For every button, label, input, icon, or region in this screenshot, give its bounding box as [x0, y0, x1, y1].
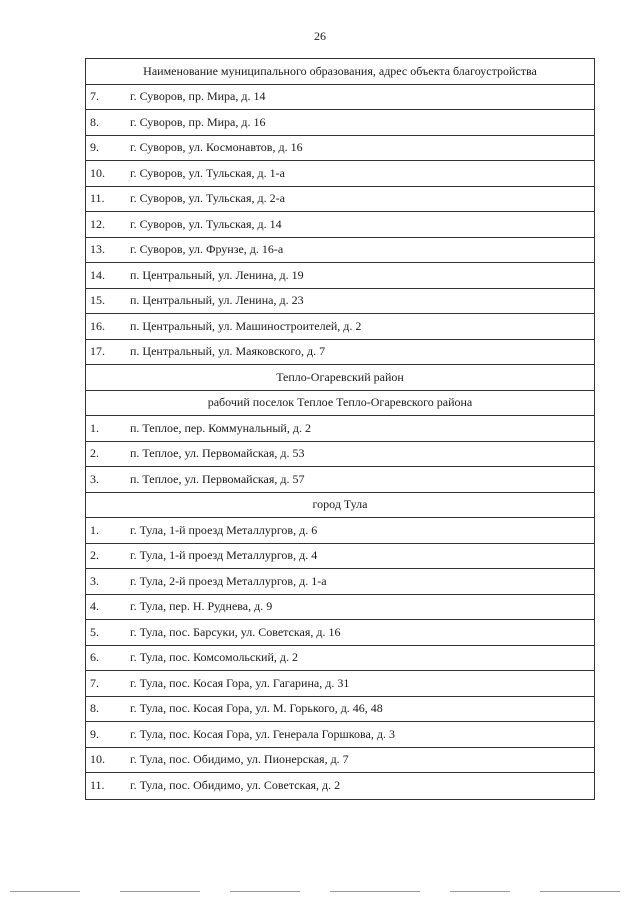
- row-number: 14.: [90, 267, 105, 282]
- row-number: 11.: [90, 778, 105, 793]
- row-address: г. Тула, 1-й проезд Металлургов, д. 6: [130, 522, 318, 537]
- table-row: [86, 161, 594, 187]
- table-row: [86, 187, 594, 213]
- table-row: [86, 340, 594, 366]
- table-row: [86, 85, 594, 111]
- row-number: 5.: [90, 624, 99, 639]
- table-row: [86, 569, 594, 595]
- row-address: г. Тула, 2-й проезд Металлургов, д. 1-а: [130, 573, 327, 588]
- row-number: 3.: [90, 471, 99, 486]
- row-number: 3.: [90, 573, 99, 588]
- table-row: [86, 212, 594, 238]
- footer-scan-artifacts: [0, 891, 640, 895]
- row-number: 10.: [90, 752, 105, 767]
- table-row: [86, 646, 594, 672]
- address-table: [85, 58, 595, 800]
- row-address: п. Центральный, ул. Маяковского, д. 7: [130, 344, 326, 359]
- row-address: г. Суворов, ул. Тульская, д. 14: [130, 216, 282, 231]
- row-address: г. Тула, 1-й проезд Металлургов, д. 4: [130, 548, 318, 563]
- table-row: [86, 289, 594, 315]
- page-number: 26: [314, 29, 326, 43]
- row-address: г. Суворов, ул. Тульская, д. 1-а: [130, 165, 285, 180]
- row-number: 16.: [90, 318, 105, 333]
- row-address: п. Центральный, ул. Ленина, д. 19: [130, 267, 304, 282]
- row-number: 9.: [90, 140, 99, 155]
- row-number: 13.: [90, 242, 105, 257]
- row-number: 12.: [90, 216, 105, 231]
- row-address: г. Тула, пос. Косая Гора, ул. М. Горького, д. 46, 48: [130, 701, 383, 716]
- table-row: [86, 620, 594, 646]
- table-row: [86, 263, 594, 289]
- row-number: 11.: [90, 191, 105, 206]
- section-heading: город Тула: [86, 493, 594, 519]
- row-address: г. Тула, пос. Косая Гора, ул. Гагарина, д. 31: [130, 675, 350, 690]
- row-address: г. Тула, пер. Н. Руднева, д. 9: [130, 599, 273, 614]
- row-address: п. Центральный, ул. Машиностроителей, д. 2: [130, 318, 362, 333]
- table-row: [86, 467, 594, 493]
- row-number: 8.: [90, 701, 99, 716]
- row-address: г. Суворов, ул. Фрунзе, д. 16-а: [130, 242, 284, 257]
- row-number: 6.: [90, 650, 99, 665]
- table-row: [86, 773, 594, 799]
- row-address: г. Суворов, ул. Тульская, д. 2-а: [130, 191, 285, 206]
- row-address: г. Суворов, пр. Мира, д. 14: [130, 89, 266, 104]
- table-row: [86, 238, 594, 264]
- table-row: [86, 595, 594, 621]
- table-row: [86, 314, 594, 340]
- row-number: 2.: [90, 548, 99, 563]
- table-row: [86, 671, 594, 697]
- row-address: г. Суворов, ул. Космонавтов, д. 16: [130, 140, 303, 155]
- row-number: 7.: [90, 89, 99, 104]
- table-row: [86, 518, 594, 544]
- row-address: г. Тула, пос. Комсомольский, д. 2: [130, 650, 299, 665]
- row-address: п. Теплое, ул. Первомайская, д. 57: [130, 471, 305, 486]
- row-number: 2.: [90, 446, 99, 461]
- row-address: г. Тула, пос. Обидимо, ул. Советская, д. 2: [130, 778, 341, 793]
- table-row: [86, 416, 594, 442]
- table-row: [86, 697, 594, 723]
- row-number: 15.: [90, 293, 105, 308]
- row-number: 8.: [90, 114, 99, 129]
- table-row: [86, 544, 594, 570]
- table-row: [86, 110, 594, 136]
- row-address: п. Центральный, ул. Ленина, д. 23: [130, 293, 304, 308]
- table-row: [86, 748, 594, 774]
- row-address: г. Тула, пос. Обидимо, ул. Пионерская, д. 7: [130, 752, 349, 767]
- row-address: п. Теплое, ул. Первомайская, д. 53: [130, 446, 305, 461]
- section-heading: рабочий поселок Теплое Тепло-Огаревского района: [86, 391, 594, 417]
- row-address: г. Тула, пос. Косая Гора, ул. Генерала Горшкова, д. 3: [130, 726, 395, 741]
- table-header: Наименование муниципального образования, адрес объекта благоустройства: [86, 59, 594, 85]
- row-address: г. Тула, пос. Барсуки, ул. Советская, д. 16: [130, 624, 341, 639]
- section-heading: Тепло-Огаревский район: [86, 365, 594, 391]
- row-number: 7.: [90, 675, 99, 690]
- row-number: 10.: [90, 165, 105, 180]
- row-address: п. Теплое, пер. Коммунальный, д. 2: [130, 420, 311, 435]
- row-number: 1.: [90, 420, 99, 435]
- row-number: 4.: [90, 599, 99, 614]
- table-row: [86, 722, 594, 748]
- row-address: г. Суворов, пр. Мира, д. 16: [130, 114, 266, 129]
- table-row: [86, 136, 594, 162]
- table-row: [86, 442, 594, 468]
- row-number: 1.: [90, 522, 99, 537]
- row-number: 17.: [90, 344, 105, 359]
- row-number: 9.: [90, 726, 99, 741]
